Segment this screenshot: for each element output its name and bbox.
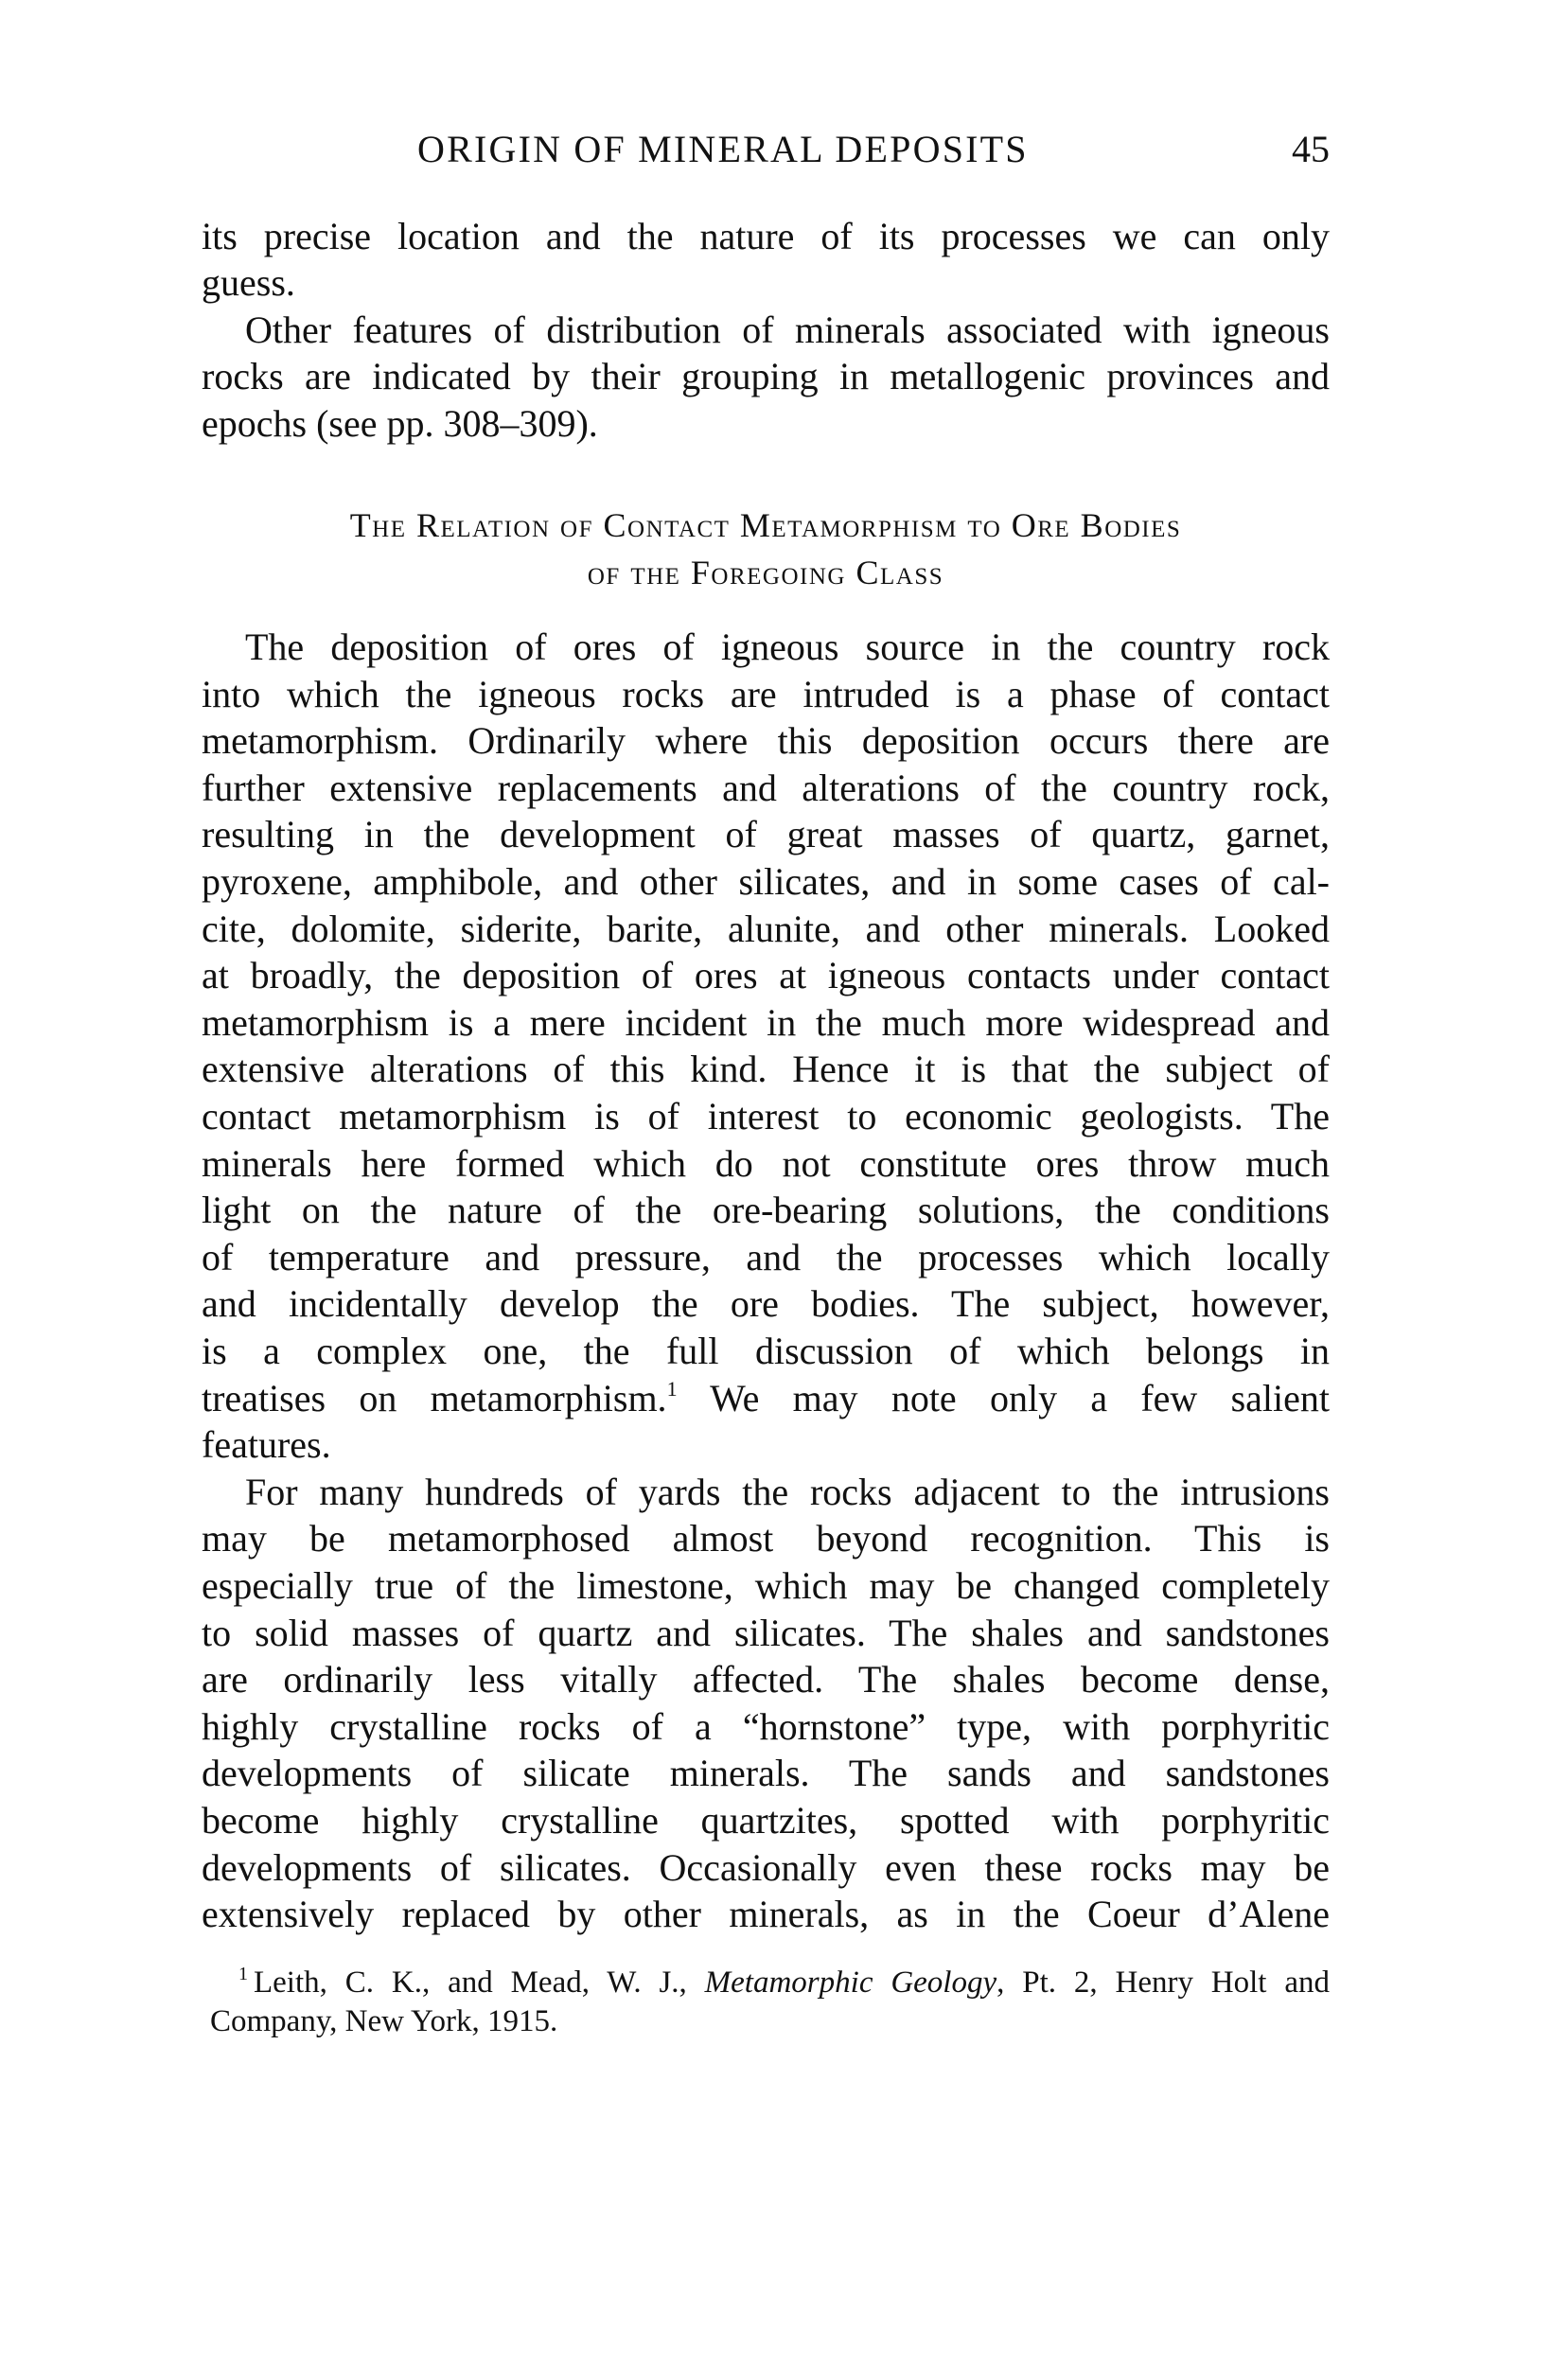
page-number: 45 — [1292, 128, 1330, 170]
text-line: is a complex one, the full discussion of which belongs in — [202, 1330, 1330, 1372]
text-before-ref: treatises on metamorphism. — [202, 1377, 667, 1419]
footnote-marker: 1 — [238, 1964, 248, 1984]
text-after-ref: We may note only a few salient — [677, 1377, 1331, 1419]
text-line: especially true of the limestone, which may be changed completely — [202, 1564, 1330, 1607]
text-line: highly crystalline rocks of a “hornstone” type, with porphyritic — [202, 1705, 1330, 1748]
text-line-with-footnote-ref — [202, 1376, 1330, 1421]
text-line: minerals here formed which do not constitute ores throw much — [202, 1142, 1330, 1185]
text-line: rocks are indicated by their grouping in metallogenic provinces and — [202, 355, 1330, 397]
text-line: Other features of distribution of minerals associated with igneous — [245, 309, 1330, 351]
text-line: extensively replaced by other minerals, as in the Coeur d’Alene — [202, 1893, 1330, 1935]
text-line: of temperature and pressure, and the processes which locally — [202, 1236, 1330, 1278]
text-line: metamorphism is a mere incident in the much more widespread and — [202, 1001, 1330, 1044]
text-line: For many hundreds of yards the rocks adjacent to the intrusions — [245, 1471, 1330, 1513]
text-line: and incidentally develop the ore bodies. The subject, however, — [202, 1282, 1330, 1325]
text-line: are ordinarily less vitally affected. The shales become dense, — [202, 1658, 1330, 1701]
text-line: resulting in the development of great masses of quartz, garnet, — [202, 813, 1330, 855]
text-line: at broadly, the deposition of ores at igneous contacts under contact — [202, 954, 1330, 996]
text-line: developments of silicate minerals. The sands and sandstones — [202, 1752, 1330, 1794]
running-head-title: ORIGIN OF MINERAL DEPOSITS — [417, 128, 1029, 170]
text-line: its precise location and the nature of its processes we can only — [202, 215, 1330, 257]
text-line: guess. — [202, 261, 295, 304]
text-line: become highly crystalline quartzites, spotted with porphyritic — [202, 1799, 1330, 1842]
text-line: epochs (see pp. 308–309). — [202, 402, 598, 445]
text-line: features. — [202, 1423, 331, 1466]
text-line: into which the igneous rocks are intruded is a phase of contact — [202, 673, 1330, 715]
footnote-book-title: Metamorphic Geology — [704, 1966, 997, 2000]
section-heading-line-1: The Relation of Contact Metamorphism to Ore Bodies — [349, 506, 1182, 544]
text-line: metamorphism. Ordinarily where this deposition occurs there are — [202, 719, 1330, 762]
footnote-line-1 — [238, 1964, 1330, 2002]
text-line: cite, dolomite, siderite, barite, alunite, and other minerals. Looked — [202, 908, 1330, 950]
text-line: light on the nature of the ore-bearing solutions, the conditions — [202, 1189, 1330, 1231]
section-heading-line-2: of the Foregoing Class — [587, 554, 944, 591]
running-head — [202, 127, 1330, 172]
footnote-reference[interactable]: 1 — [666, 1377, 678, 1401]
text-line: further extensive replacements and alterations of the country rock, — [202, 767, 1330, 809]
text-line: contact metamorphism is of interest to economic geologists. The — [202, 1095, 1330, 1137]
text-line: to solid masses of quartz and silicates. The shales and sandstones — [202, 1612, 1330, 1654]
text-line: extensive alterations of this kind. Hence it is that the subject of — [202, 1048, 1330, 1090]
text-line: pyroxene, amphibole, and other silicates, and in some cases of cal- — [202, 860, 1330, 903]
text-line: The deposition of ores of igneous source in the country rock — [245, 626, 1330, 668]
text-line: developments of silicates. Occasionally even these rocks may be — [202, 1846, 1330, 1889]
text-line: may be metamorphosed almost beyond recognition. This is — [202, 1517, 1330, 1560]
footnote-line-2: Company, New York, 1915. — [210, 2004, 558, 2038]
footnote-authors: Leith, C. K., and Mead, W. J., — [254, 1966, 705, 2000]
footnote-publisher: , Pt. 2, Henry Holt and — [996, 1966, 1330, 2000]
